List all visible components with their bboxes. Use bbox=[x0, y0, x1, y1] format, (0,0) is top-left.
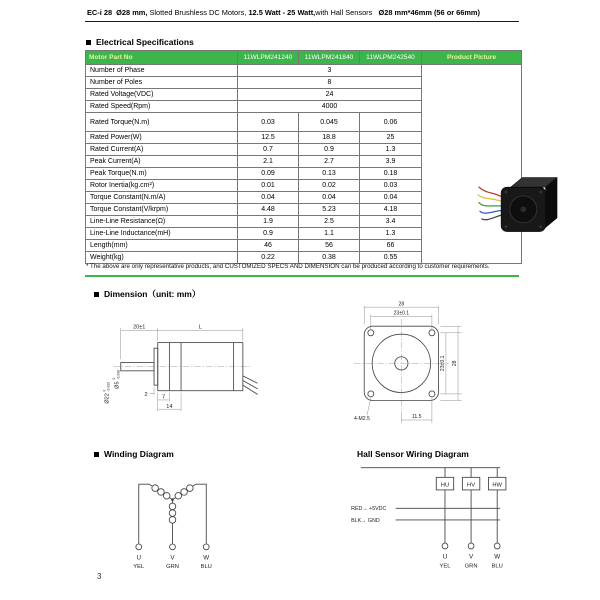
col-motor-part-no: Motor Part No bbox=[86, 51, 238, 65]
electrical-spec-table bbox=[85, 50, 522, 264]
hall-heading: Hall Sensor Wiring Diagram bbox=[357, 449, 469, 459]
spec-value: 3.9 bbox=[360, 156, 422, 168]
spec-label: Length(mm) bbox=[86, 240, 238, 252]
spec-value: 0.7 bbox=[238, 144, 299, 156]
dimension-lines bbox=[121, 328, 243, 411]
spec-label: Line-Line Resistance(Ω) bbox=[86, 216, 238, 228]
spec-value: 0.03 bbox=[238, 113, 299, 132]
spec-label: Weight(kg) bbox=[86, 252, 238, 264]
spec-label: Rated Speed(Rpm) bbox=[86, 101, 238, 113]
section-divider-green bbox=[85, 275, 519, 277]
col-product-picture: Product Picture bbox=[422, 51, 522, 65]
spec-value: 12.5 bbox=[238, 132, 299, 144]
spec-value: 0.03 bbox=[360, 180, 422, 192]
dim-outer-width: 28 bbox=[398, 301, 405, 308]
spec-table-body bbox=[86, 65, 522, 264]
spec-value-merged: 3 bbox=[238, 65, 422, 77]
table-footnote: * The above are only representative products, and CUSTOMIZED SPECS AND DIMENSION can be produced according to customer requirements. bbox=[86, 263, 490, 270]
dim-pilot-tol-lower: -0.033 bbox=[106, 382, 111, 392]
spec-value: 4.48 bbox=[238, 204, 299, 216]
col-model-1: 11WLPM241240 bbox=[238, 51, 299, 65]
doc-title-size: Ø28 mm*46mm (56 or 66mm) bbox=[372, 8, 480, 17]
spec-value: 0.04 bbox=[360, 192, 422, 204]
dim-shaft-tol-upper: 0 bbox=[112, 377, 117, 380]
spec-value-merged: 8 bbox=[238, 77, 422, 89]
dim-front-a: 7 bbox=[162, 394, 166, 401]
spec-value: 25 bbox=[360, 132, 422, 144]
dim-body-length: L bbox=[198, 324, 202, 331]
shaft-dia-label bbox=[112, 370, 120, 389]
col-model-2: 11WLPM241840 bbox=[299, 51, 360, 65]
terminal-circles bbox=[136, 544, 209, 550]
spec-label: Rated Torque(N.m) bbox=[86, 113, 238, 132]
doc-title-sensors: with Hall Sensors bbox=[315, 8, 373, 17]
dim-hole-pitch-v: 23±0.1 bbox=[440, 355, 447, 372]
spec-label: Number of Poles bbox=[86, 77, 238, 89]
spec-value: 0.02 bbox=[299, 180, 360, 192]
coil-loops bbox=[152, 485, 193, 523]
wire-color-grn: GRN bbox=[464, 563, 478, 570]
winding-diagram bbox=[100, 463, 245, 571]
dimension-heading bbox=[94, 288, 200, 300]
winding-title: Winding Diagram bbox=[104, 449, 174, 459]
electrical-specs-title: Electrical Specifications bbox=[96, 37, 194, 47]
spec-header-row bbox=[86, 51, 522, 65]
square-bullet-icon bbox=[94, 452, 99, 457]
sensor-hw-label: HW bbox=[492, 482, 503, 489]
doc-title bbox=[87, 8, 480, 17]
dim-shaft-dia: Ø5 bbox=[114, 381, 121, 389]
spec-label: Rotor Inertia(kg.cm²) bbox=[86, 180, 238, 192]
terminal-circles bbox=[442, 543, 500, 549]
spec-label: Peak Torque(N.m) bbox=[86, 168, 238, 180]
phase-w-label: W bbox=[494, 553, 501, 561]
spec-value: 1.3 bbox=[360, 144, 422, 156]
doc-title-power: 12.5 Watt - 25 Watt, bbox=[248, 8, 316, 17]
spec-value: 0.04 bbox=[238, 192, 299, 204]
dim-outer-height: 28 bbox=[452, 360, 459, 367]
spec-value: 0.9 bbox=[238, 228, 299, 240]
star-point bbox=[171, 498, 174, 501]
doc-title-diameter: Ø28 mm, bbox=[112, 8, 148, 17]
dim-half-pitch: 11.5 bbox=[411, 414, 422, 421]
hall-wiring-diagram bbox=[347, 458, 512, 576]
power-red-label: RED→ +5VDC bbox=[351, 506, 387, 513]
spec-row bbox=[86, 65, 522, 77]
dimension-title: Dimension（unit: mm） bbox=[104, 289, 201, 299]
dim-hole-pitch-h: 23±0.1 bbox=[393, 310, 410, 317]
sensor-hv-label: HV bbox=[467, 482, 476, 489]
spec-value: 0.04 bbox=[299, 192, 360, 204]
dim-pilot-dia: Ø22 bbox=[104, 393, 111, 404]
spec-value: 0.01 bbox=[238, 180, 299, 192]
sensor-hu-label: HU bbox=[440, 482, 450, 489]
spec-value: 56 bbox=[299, 240, 360, 252]
spec-label: Peak Current(A) bbox=[86, 156, 238, 168]
spec-value: 2.5 bbox=[299, 216, 360, 228]
doc-title-model: EC-i 28 bbox=[87, 8, 113, 17]
phase-u-label: U bbox=[442, 553, 448, 561]
spec-label: Torque Constant(V/krpm) bbox=[86, 204, 238, 216]
wire-color-blu: BLU bbox=[200, 564, 212, 571]
spec-value: 0.38 bbox=[299, 252, 360, 264]
dim-pilot-tol-upper: 0 bbox=[102, 389, 107, 392]
wire-color-yel: YEL bbox=[439, 563, 451, 570]
motor-top-face bbox=[510, 178, 521, 188]
spec-value: 0.045 bbox=[299, 113, 360, 132]
spec-label: Rated Power(W) bbox=[86, 132, 238, 144]
product-picture bbox=[472, 164, 522, 246]
spec-value: 46 bbox=[238, 240, 299, 252]
spec-value: 4.18 bbox=[360, 204, 422, 216]
page-number: 3 bbox=[97, 572, 102, 581]
dim-boss-width: 2 bbox=[144, 391, 148, 398]
spec-value: 1.3 bbox=[360, 228, 422, 240]
spec-value: 0.13 bbox=[299, 168, 360, 180]
pilot-dia-label bbox=[102, 382, 110, 404]
phase-u-label: U bbox=[136, 554, 142, 562]
page-content bbox=[85, 0, 521, 600]
phase-w-label: W bbox=[203, 554, 210, 562]
electrical-specs-heading bbox=[86, 37, 194, 47]
spec-value: 0.09 bbox=[238, 168, 299, 180]
dim-front-b: 14 bbox=[166, 403, 173, 410]
square-bullet-icon bbox=[94, 292, 99, 297]
spec-value: 0.06 bbox=[360, 113, 422, 132]
spec-value: 0.18 bbox=[360, 168, 422, 180]
motor-outline bbox=[121, 343, 258, 395]
phase-v-label: V bbox=[468, 553, 474, 561]
spec-label: Line-Line Inductance(mH) bbox=[86, 228, 238, 240]
winding-heading bbox=[94, 449, 174, 459]
spec-value-merged: 24 bbox=[238, 89, 422, 101]
spec-value: 66 bbox=[360, 240, 422, 252]
col-model-3: 11WLPM242540 bbox=[360, 51, 422, 65]
wire-color-yel: YEL bbox=[133, 564, 145, 571]
spec-label: Number of Phase bbox=[86, 65, 238, 77]
spec-value: 18.8 bbox=[299, 132, 360, 144]
wire-color-blu: BLU bbox=[491, 563, 503, 570]
phase-v-label: V bbox=[170, 554, 175, 562]
product-picture-cell bbox=[422, 65, 522, 264]
spec-value: 2.1 bbox=[238, 156, 299, 168]
dimension-side-view-drawing bbox=[93, 300, 278, 425]
dim-mounting-holes: 4-M2.5 bbox=[354, 416, 370, 422]
spec-value: 1.9 bbox=[238, 216, 299, 228]
doc-title-type: Slotted Brushless DC Motors, bbox=[147, 8, 249, 17]
dim-shaft-length: 20±1 bbox=[133, 324, 146, 331]
dimension-front-view-drawing bbox=[341, 298, 471, 438]
wire-color-grn: GRN bbox=[166, 564, 179, 571]
power-blk-label: BLK→ GND bbox=[351, 517, 380, 524]
dimension-lines bbox=[364, 306, 462, 423]
header-divider bbox=[85, 21, 519, 22]
spec-value: 3.4 bbox=[360, 216, 422, 228]
spec-value: 5.23 bbox=[299, 204, 360, 216]
spec-label: Torque Constant(N.m/A) bbox=[86, 192, 238, 204]
spec-value: 0.55 bbox=[360, 252, 422, 264]
spec-value: 0.9 bbox=[299, 144, 360, 156]
spec-value: 2.7 bbox=[299, 156, 360, 168]
spec-value: 1.1 bbox=[299, 228, 360, 240]
spec-value-merged: 4000 bbox=[238, 101, 422, 113]
spec-value: 0.22 bbox=[238, 252, 299, 264]
dim-shaft-tol-lower: -0.008 bbox=[116, 370, 121, 380]
square-bullet-icon bbox=[86, 40, 91, 45]
spec-label: Rated Voltage(VDC) bbox=[86, 89, 238, 101]
spec-label: Rated Current(A) bbox=[86, 144, 238, 156]
